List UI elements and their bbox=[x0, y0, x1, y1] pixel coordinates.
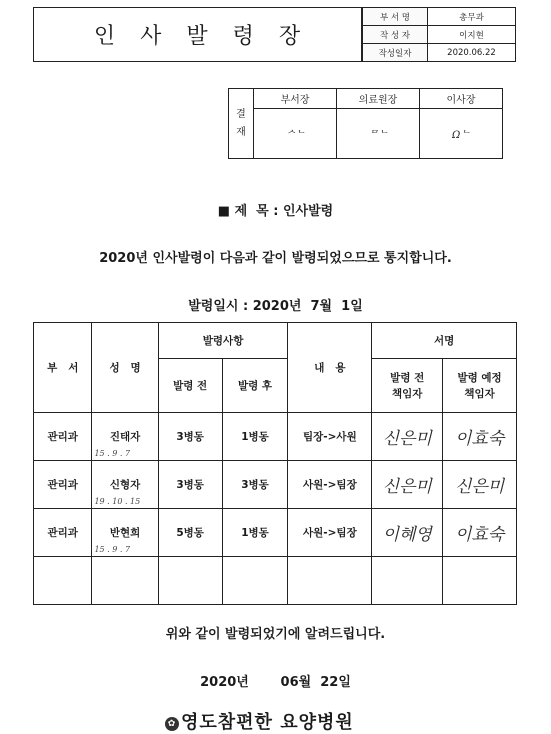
approval-header-dept-head: 부서장 bbox=[254, 89, 337, 109]
hospital-name: 영도참편한 요양병원 bbox=[181, 712, 354, 733]
header-content: 내 용 bbox=[288, 323, 372, 413]
row-name-cell bbox=[92, 509, 158, 557]
empty-cell bbox=[372, 557, 443, 605]
approval-side-label: 결 재 bbox=[229, 89, 254, 159]
row-name-cell bbox=[92, 413, 158, 461]
handwritten-signature: 신은미 bbox=[382, 429, 432, 449]
header-before: 발령 전 bbox=[158, 359, 222, 413]
table-row bbox=[34, 461, 517, 509]
info-row-date bbox=[363, 44, 516, 62]
row-before: 3병동 bbox=[158, 461, 222, 509]
empty-cell bbox=[92, 557, 158, 605]
info-label: 작성일자 bbox=[363, 44, 428, 62]
row-signature-before bbox=[372, 413, 443, 461]
row-content: 팀장->사원 bbox=[288, 413, 372, 461]
table-row bbox=[34, 413, 517, 461]
row-before: 3병동 bbox=[158, 413, 222, 461]
handwritten-signature: 이효숙 bbox=[454, 429, 505, 449]
row-after: 1병동 bbox=[222, 413, 288, 461]
header-signer-before: 발령 전 책임자 bbox=[372, 359, 443, 413]
chairman-signature: Ωᄂ bbox=[420, 109, 503, 159]
row-signature-after bbox=[443, 509, 517, 557]
row-signature-after bbox=[443, 413, 517, 461]
row-name: 반현희 bbox=[109, 527, 141, 539]
personnel-order-table bbox=[33, 322, 517, 605]
row-name: 진태자 bbox=[109, 431, 141, 443]
info-label: 부 서 명 bbox=[363, 8, 428, 26]
table-row bbox=[34, 509, 517, 557]
row-after: 3병동 bbox=[222, 461, 288, 509]
row-department: 관리과 bbox=[34, 461, 92, 509]
empty-cell bbox=[158, 557, 222, 605]
header-name: 성 명 bbox=[92, 323, 158, 413]
row-signature-after bbox=[443, 461, 517, 509]
document-title: 인 사 발 령 장 bbox=[93, 24, 310, 49]
row-before: 5병동 bbox=[158, 509, 222, 557]
effective-date: 발령일시 : 2020년 7월 1일 bbox=[188, 299, 363, 314]
row-handwritten-date: 19 . 10 . 15 bbox=[94, 497, 141, 506]
empty-cell bbox=[288, 557, 372, 605]
header-signer-after: 발령 예정 책임자 bbox=[443, 359, 517, 413]
info-value: 총무과 bbox=[428, 8, 516, 26]
issue-date: 2020년 06월 22일 bbox=[200, 675, 351, 690]
row-department: 관리과 bbox=[34, 509, 92, 557]
header-after: 발령 후 bbox=[222, 359, 288, 413]
empty-cell bbox=[443, 557, 517, 605]
closing-text: 위와 같이 발령되었기에 알려드립니다. bbox=[165, 627, 386, 642]
row-content: 사원->팀장 bbox=[288, 461, 372, 509]
handwritten-signature: 이효숙 bbox=[454, 525, 505, 545]
subject-line: ■ 제 목 : 인사발령 bbox=[217, 204, 334, 219]
director-signature: ᄆᄂ bbox=[337, 109, 420, 159]
header-department: 부 서 bbox=[34, 323, 92, 413]
statement-text: 2020년 인사발령이 다음과 같이 발령되었으므로 통지합니다. bbox=[99, 251, 452, 266]
handwritten-signature: 신은미 bbox=[454, 477, 505, 497]
info-value: 이지현 bbox=[428, 26, 516, 44]
info-row-author bbox=[363, 26, 516, 44]
row-name-cell bbox=[92, 461, 158, 509]
info-row-department bbox=[363, 8, 516, 26]
row-handwritten-date: 15 . 9 . 7 bbox=[94, 449, 131, 458]
approval-table bbox=[228, 88, 503, 159]
document-title-box bbox=[33, 7, 362, 62]
row-handwritten-date: 15 . 9 . 7 bbox=[94, 545, 131, 554]
info-label: 작 성 자 bbox=[363, 26, 428, 44]
header-order: 발령사항 bbox=[158, 323, 288, 359]
empty-cell bbox=[222, 557, 288, 605]
approval-header-director: 의료원장 bbox=[337, 89, 420, 109]
row-content: 사원->팀장 bbox=[288, 509, 372, 557]
row-after: 1병동 bbox=[222, 509, 288, 557]
dept-head-signature: ᄉᄂ bbox=[254, 109, 337, 159]
document-info-table bbox=[362, 7, 516, 62]
approval-header-chairman: 이사장 bbox=[420, 89, 503, 109]
row-name: 신형자 bbox=[109, 479, 141, 491]
row-signature-before bbox=[372, 509, 443, 557]
hospital-emblem-icon: ✿ bbox=[165, 717, 179, 731]
row-department: 관리과 bbox=[34, 413, 92, 461]
hospital-footer bbox=[165, 708, 354, 734]
empty-cell bbox=[34, 557, 92, 605]
row-signature-before bbox=[372, 461, 443, 509]
info-value: 2020.06.22 bbox=[428, 44, 516, 62]
table-row-empty bbox=[34, 557, 517, 605]
handwritten-signature: 이혜영 bbox=[382, 525, 432, 545]
handwritten-signature: 신은미 bbox=[382, 477, 432, 497]
header-signature: 서명 bbox=[372, 323, 517, 359]
